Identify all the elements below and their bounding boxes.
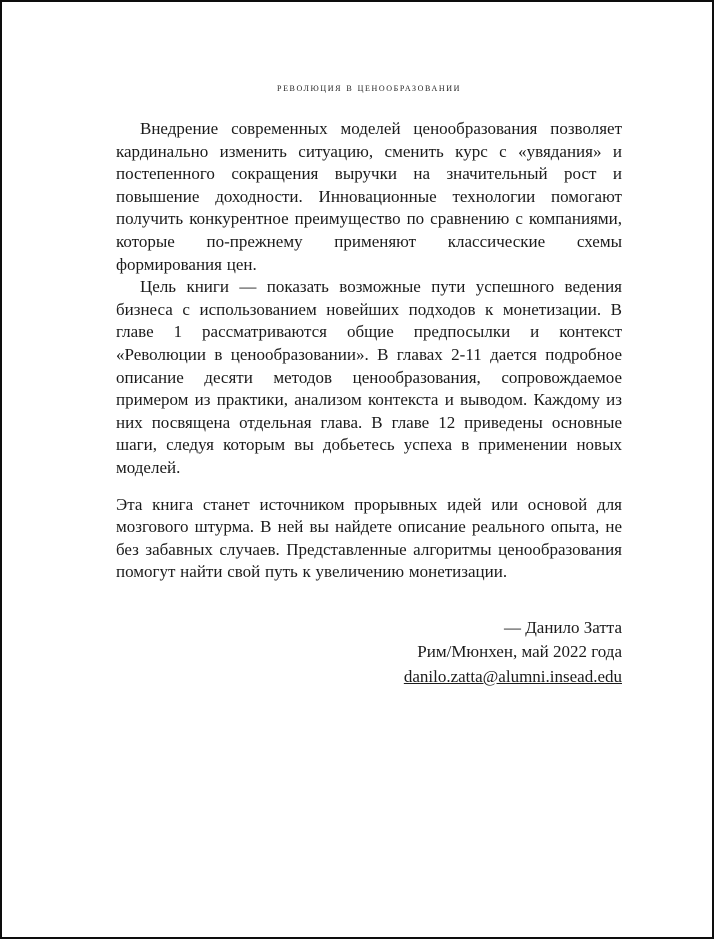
running-head: революция в ценообразовании <box>277 82 461 94</box>
paragraph: Внедрение современных моделей ценообразования позволяет кардинально изменить ситуацию, сменить курс с «увядания» и постепенного сокращения выручки на значительный рост и повышение доходности. Инновационные технологии помогают получить конкурентное преимущество по сравнению с компаниями, которые по-прежнему применяют классические схемы формирования цен. <box>116 119 622 274</box>
paragraph: Цель книги — показать возможные пути успешного ведения бизнеса с использованием новейших подходов к монетизации. В главе 1 рассматриваются общие предпосылки и контекст «Революции в ценообразовании». В главах 2-11 дается подробное описание десяти методов ценообразования, сопровождаемое примером из практики, анализом контекста и выводом. Каждому из них посвящена отдельная глава. В главе 12 приведены основные шаги, следуя которым вы добьетесь успеха в применении новых моделей. <box>116 277 622 477</box>
signature-author: — Данило Затта <box>503 617 622 637</box>
signature-block <box>116 616 622 690</box>
signature-place-date: Рим/Мюнхен, май 2022 года <box>417 642 622 662</box>
text-block <box>2 2 712 689</box>
paragraph: Эта книга станет источником прорывных идей или основой для мозгового штурма. В ней вы найдете описание реального опыта, не без забавных случаев. Представленные алгоритмы ценообразования помогут найти свой путь к увеличению монетизации. <box>116 494 622 582</box>
email-link[interactable]: danilo.zatta@alumni.insead.edu <box>403 666 622 686</box>
